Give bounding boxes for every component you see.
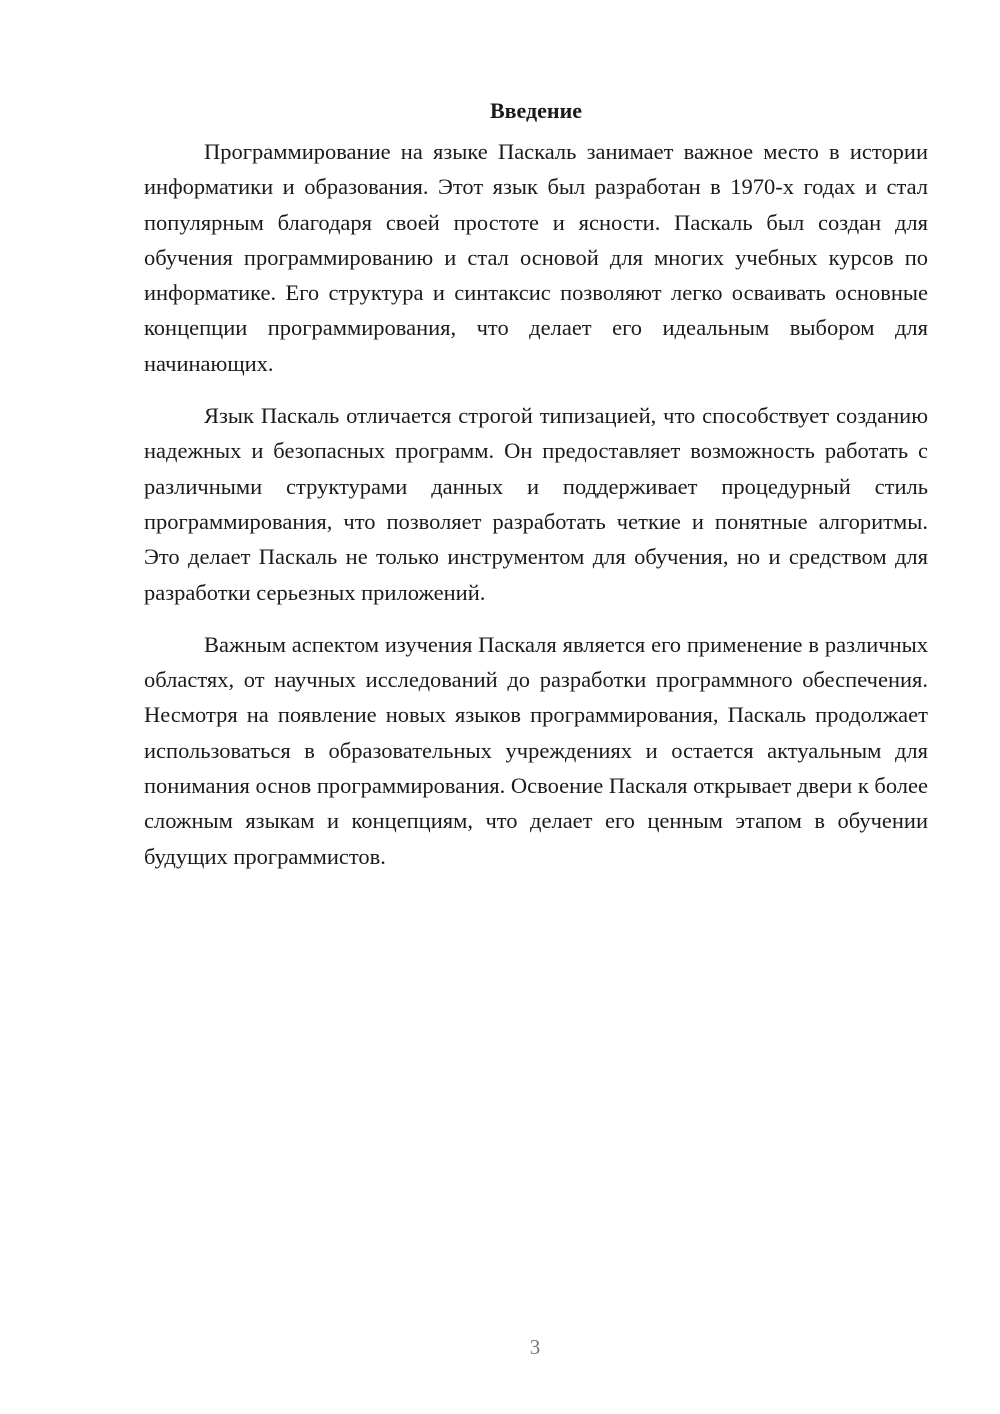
section-title: Введение bbox=[489, 98, 583, 123]
paragraph-1: Программирование на языке Паскаль занимает важное место в истории информатики и образования. Этот язык был разработан в 1970-х годах и стал популярным благодаря своей простоте и ясности. Паскаль был создан для обучения программированию и стал основой для многих учебных курсов по информатике. Его структура и синтаксис позволяют легко осваивать основные концепции программирования, что делает его идеальным выбором для начинающих. bbox=[144, 139, 928, 376]
page-content bbox=[144, 96, 928, 874]
page-number: 3 bbox=[529, 1335, 541, 1359]
paragraph-2: Язык Паскаль отличается строгой типизацией, что способствует созданию надежных и безопасных программ. Он предоставляет возможность работать с различными структурами данных и поддерживает процедурный стиль программирования, что позволяет разработать четкие и понятные алгоритмы. Это делает Паскаль не только инструментом для обучения, но и средством для разработки серьезных приложений. bbox=[144, 403, 928, 605]
paragraph-3: Важным аспектом изучения Паскаля является его применение в различных областях, от научных исследований до разработки программного обеспечения. Несмотря на появление новых языков программирования, Паскаль продолжает использоваться в образовательных учреждениях и остается актуальным для понимания основ программирования. Освоение Паскаля открывает двери к более сложным языкам и концепциям, что делает его ценным этапом в обучении будущих программистов. bbox=[144, 631, 928, 869]
